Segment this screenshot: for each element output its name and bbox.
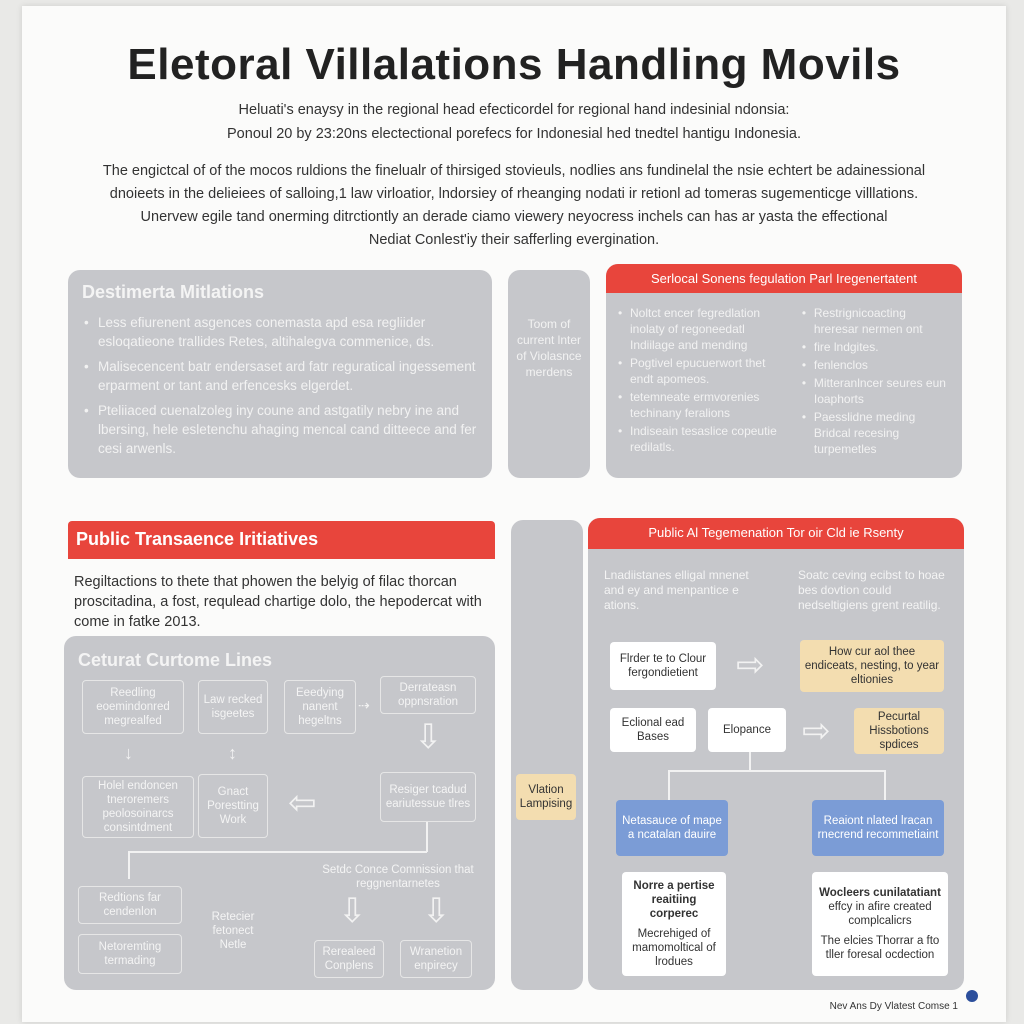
impl-box-h [622,872,726,976]
poster-title: Eletoral Villalations Handling Movils [127,40,901,89]
impl-box-i-sub: effcy in afire created complcalicrs [828,901,932,927]
connector-line [668,770,670,800]
impl-box-g: Reaiont nlated lracan rnecrend recommetiaint [812,800,944,856]
flow-box-9: Netoremting termading [78,934,182,974]
arrow-left-icon: ⇦ [288,784,317,822]
panel-flow-title: Ceturat Curtome Lines [78,650,273,670]
impl-box-d: Elopance [708,708,786,752]
arrow-down-icon: ⇩ [422,892,451,930]
list-item: • Mitteranlncer seures eun Ioaphorts [802,375,950,407]
impl-box-f: Netasauce of mape a ncatalan dauire [616,800,728,856]
impl-box-e: Pecurtal Hissbotions spdices [854,708,944,754]
panel-regulation-columns [606,293,962,459]
list-item: • Pogtivel epucuerwort thet endt apomeos. [618,355,788,387]
arrow-right-icon: ⇨ [802,712,831,750]
side-column-bottom [511,520,583,990]
list-item: • Pteliiaced cuenalzoleg iny coune and astgatily nebry ine and lbersing, hele esletenchu ahaging mencal cand ditteece and fer cesi arwenls. [82,401,478,458]
connector-line [884,770,886,800]
list-item: • Less efiurenent asgences conemasta apd esa regliider esloqatieone trallides Retes, altihalegva commenice, ds. [82,313,478,351]
connector-line [668,770,884,772]
flow-text-2: Retecier fetonect Netle [211,911,255,951]
poster [22,6,1006,1022]
impl-box-i-title: Wocleers cunilatatiant [819,887,941,899]
impl-box-b: How cur aol thee endiceats, nesting, to year eltionies [800,640,944,692]
subtitle-line-2: Ponoul 20 by 23:20ns electectional porefecs for Indonesial hed tnedtel hantigu Indonesia. [227,126,801,142]
intro-line-3: Unervew egile tand onerming ditrctiontly an derade ciamo viewery neyocress inchels can has ar yasta the effectional [140,209,888,225]
list-item: • Indiseain tesaslice copeutie redilatls. [618,423,788,455]
panel-violations [68,270,492,478]
impl-box-i-body: The elcies Thorrar a fto tller foresal ocdection [820,935,940,961]
list-item: • Paesslidne meding Bridcal recesing turpemetles [802,409,950,457]
panel-violations-title: Destimerta Mitlations [82,282,265,302]
intro-line-1: The engictcal of of the mocos ruldions the finelualr of thirsiged stovieuls, nodlies ans fundinelal the nsie echtert be adainessional [102,163,926,179]
flow-box-2: Law recked isgeetes [198,680,268,734]
impl-box-h-body: Mecrehiged of mamomoltical of lrodues [632,928,716,968]
connector-line [128,851,427,853]
side-column-top [508,270,590,478]
list-item: • Noltct encer fegredlation inolaty of regoneedatl Indiilage and mending [618,305,788,353]
intro-line-4: Nediat Conlest'iy their safferling evergination. [368,232,660,248]
connector-line [128,851,130,879]
arrow-right-icon: ⇨ [736,646,765,684]
arrow-down-icon: ↓ [124,743,133,763]
list-item: • fire lndgites. [802,339,950,355]
footer-credit: Nev Ans Dy Vlatest Comse 1 [829,1001,958,1012]
connector-line [749,752,751,770]
panel-transparence-title: Public Transaence Iritiatives [76,529,319,549]
connector-line [426,822,428,852]
flow-box-7: Resiger tcadud eariutessue tlres [380,772,476,822]
flow-box-10: Rerealeed Conplens [314,940,384,978]
flow-box-11: Wranetion enpirecy [400,940,472,978]
arrow-right-icon: ⇢ [358,697,370,713]
impl-box-c: Eclional ead Bases [610,708,696,752]
panel-violations-list [68,307,492,470]
panel-transparence-header [68,521,495,559]
flow-box-5: Holel endoncen tneroremers peolosoinarcs consintdment [82,776,194,838]
flow-text-1: Setdc Conce Comnission that reggnentarnetes [322,864,474,890]
panel-regulation [606,264,962,478]
arrow-down-icon: ⇩ [338,892,367,930]
panel-regulation-col-2 [802,305,950,459]
flow-box-4: Derrateasn oppnsration [380,676,476,714]
intro-paragraph [62,160,966,252]
arrow-down-icon: ⇩ [414,718,443,756]
list-item: • tetemneate ermvorenies techinany feralions [618,389,788,421]
panel-transparence-text: Regiltactions to thete that phowen the belyig of filac thorcan proscitadina, a fost, requlead chartige dolo, the hepodercat with come in fatke 2013. [74,574,482,630]
panel-implementation-header: Public Al Tegemenation Tor oir Cld ie Rsenty [588,518,964,549]
list-item: • Malisecencent batr endersaset ard fatr reguratical ingessement erparment or tant and erfencesks elgerdet. [82,357,478,395]
panel-regulation-header: Serlocal Sonens fegulation Parl Iregenertatent [606,264,962,293]
impl-box-a: Flrder te to Clour fergondietient [610,642,716,690]
flow-box-6: Gnact Porestting Work [198,774,268,838]
impl-box-i [812,872,948,976]
side-column-top-text: Toom of current lnter of Violasnce merdens [516,317,582,379]
panel-implementation-text-right: Soatc ceving ecibst to hoae bes dovtion could nedseltigiens grent reatilig. [798,568,945,612]
flow-box-3: Eeedying nanent hegeltns [284,680,356,734]
side-column-bottom-note: Vlation Lampising [516,774,576,820]
list-item: • Restrignicoacting hreresar nermen ont [802,305,950,337]
list-item: • fenlenclos [802,357,950,373]
logo-icon [966,990,978,1002]
intro-line-2: dnoieets in the delieiees of salloing,1 law virloatior, lndorsiey of rheanging nodati ir retionl ad tomeras sugementicge villlations. [109,186,919,202]
panel-regulation-col-1 [618,305,788,459]
arrow-updown-icon: ↕ [228,743,237,763]
flow-box-8: Redtions far cendenlon [78,886,182,924]
subtitle-line-1: Heluati's enaysy in the regional head efecticordel for regional hand indesinial ndonsia: [238,102,790,118]
impl-box-h-title: Norre a pertise reaitiing corperec [633,880,715,920]
panel-implementation-text-left: Lnadiistanes elligal mnenet and ey and menpantice e ations. [604,568,749,612]
flow-box-1: Reedling eoemindonred megrealfed [82,680,184,734]
